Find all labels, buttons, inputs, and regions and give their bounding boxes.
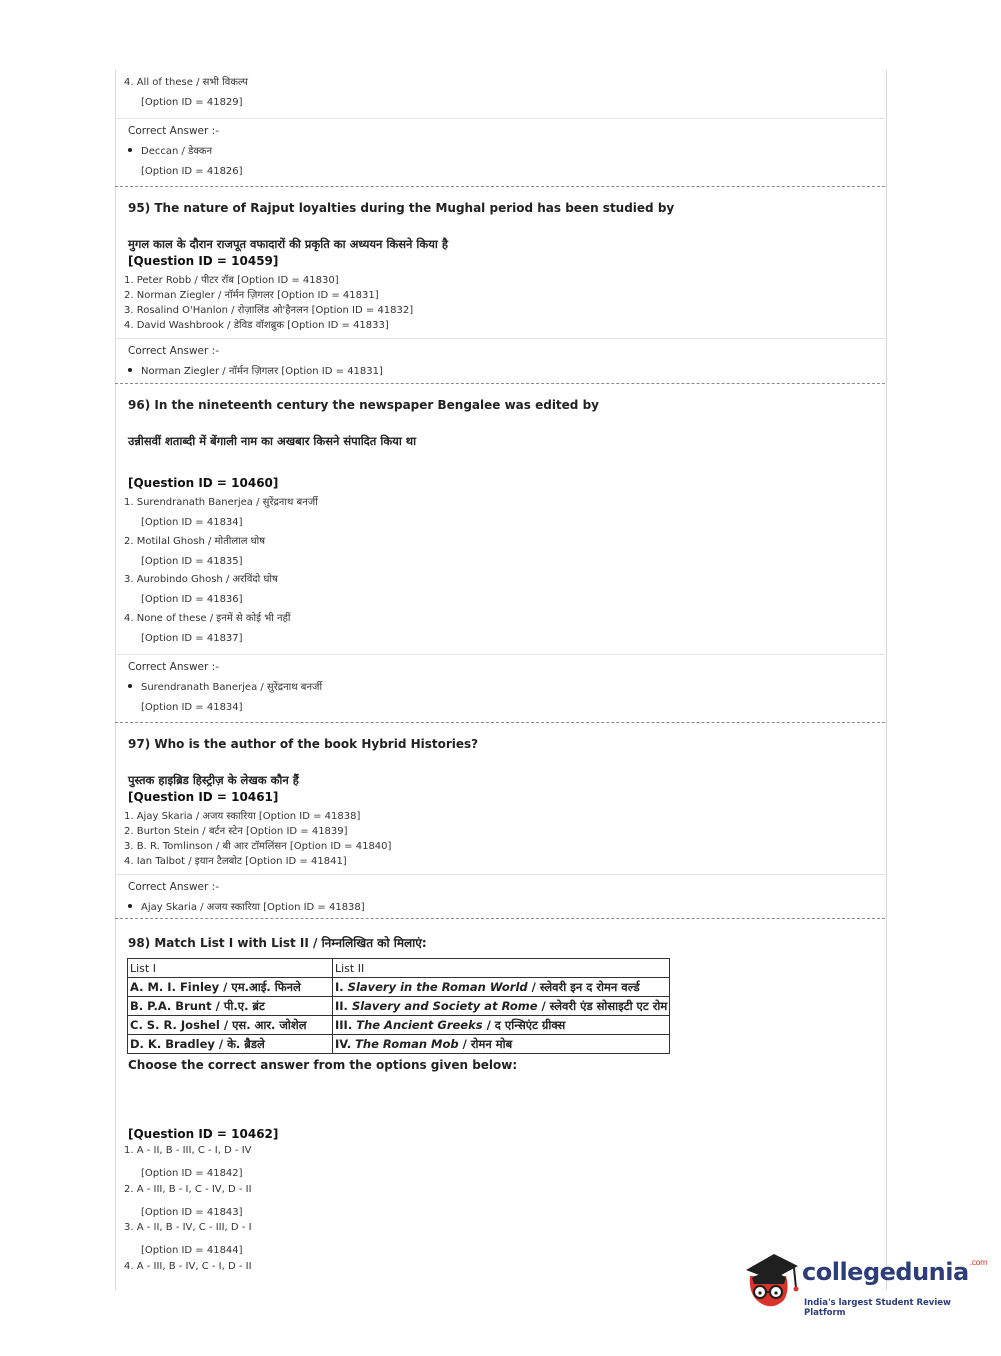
bullet-icon <box>128 684 132 688</box>
logo-wordmark: collegedunia$^{.com}$ <box>802 1258 988 1286</box>
q98-question-id: [Question ID = 10462] <box>128 1127 279 1141</box>
column-header-list-2: List II <box>333 959 670 978</box>
list-2-cell: IV. The Roman Mob / रोमन मोब <box>333 1035 670 1054</box>
q96-correct-id: [Option ID = 41834] <box>141 702 243 713</box>
mascot-icon <box>740 1248 802 1310</box>
table-row <box>128 997 670 1016</box>
q97-correct-label: Correct Answer :- <box>128 881 219 893</box>
q96-option-1-id: [Option ID = 41834] <box>141 517 243 528</box>
bullet-icon <box>128 904 132 908</box>
table-row <box>128 978 670 997</box>
separator <box>115 118 885 119</box>
logo-tagline: India's largest Student Review Platform <box>804 1298 951 1318</box>
list-2-cell: II. Slavery and Society at Rome / स्लेवरी एंड सोसाइटी एट रोम <box>333 997 670 1016</box>
q96-question-id: [Question ID = 10460] <box>128 476 279 490</box>
q97-option-4: 4. Ian Talbot / इयान टैलबोट [Option ID = 41841] <box>124 856 347 867</box>
q98-instruction: Choose the correct answer from the options given below: <box>128 1058 518 1072</box>
question-divider <box>115 383 885 384</box>
q94-option-4: 4. All of these / सभी विकल्प <box>124 77 248 88</box>
table-header-row <box>128 959 670 978</box>
q98-option-4: 4. A - III, B - IV, C - I, D - II <box>124 1261 252 1272</box>
q94-option-4-id: [Option ID = 41829] <box>141 97 243 108</box>
q96-option-2: 2. Motilal Ghosh / मोतीलाल घोष <box>124 536 265 547</box>
separator <box>115 874 885 875</box>
q96-option-3-id: [Option ID = 41836] <box>141 594 243 605</box>
q95-correct-label: Correct Answer :- <box>128 345 219 357</box>
q98-option-1: 1. A - II, B - III, C - I, D - IV <box>124 1145 252 1156</box>
q96-option-4-id: [Option ID = 41837] <box>141 633 243 644</box>
q97-option-2: 2. Burton Stein / बर्टन स्टेन [Option ID = 41839] <box>124 826 348 837</box>
q96-title: 96) In the nineteenth century the newspaper Bengalee was edited by <box>128 398 599 412</box>
q95-option-1: 1. Peter Robb / पीटर रॉब [Option ID = 41830] <box>124 275 339 286</box>
collegedunia-logo[interactable] <box>740 1248 988 1318</box>
q97-title: 97) Who is the author of the book Hybrid Histories? <box>128 737 479 751</box>
q96-option-3: 3. Aurobindo Ghosh / अरविंदो घोष <box>124 574 278 585</box>
list-1-cell: A. M. I. Finley / एम.आई. फिनले <box>128 978 333 997</box>
question-divider <box>115 722 885 723</box>
q97-option-1: 1. Ajay Skaria / अजय स्कारिया [Option ID = 41838] <box>124 811 361 822</box>
q95-correct-answer: Norman Ziegler / नॉर्मन ज़िगलर [Option ID = 41831] <box>128 363 383 377</box>
q94-correct-answer: Deccan / डेक्कन <box>128 143 212 157</box>
q97-correct-answer: Ajay Skaria / अजय स्कारिया [Option ID = 41838] <box>128 899 365 913</box>
q97-question-id: [Question ID = 10461] <box>128 790 279 804</box>
list-1-cell: C. S. R. Joshel / एस. आर. जोशेल <box>128 1016 333 1035</box>
q98-option-2-id: [Option ID = 41843] <box>141 1207 243 1218</box>
q94-correct-label: Correct Answer :- <box>128 125 219 137</box>
q97-hindi: पुस्तक हाइब्रिड हिस्ट्रीज़ के लेखक कौन हैं <box>128 773 299 787</box>
q96-correct-label: Correct Answer :- <box>128 661 219 673</box>
q98-title: 98) Match List I with List II / निम्नलिखित को मिलाएं: <box>128 936 427 950</box>
q98-option-3: 3. A - II, B - IV, C - III, D - I <box>124 1222 252 1233</box>
q94-correct-id: [Option ID = 41826] <box>141 166 243 177</box>
q98-option-1-id: [Option ID = 41842] <box>141 1168 243 1179</box>
q96-option-1: 1. Surendranath Banerjea / सुरेंद्रनाथ बनर्जी <box>124 497 318 508</box>
q96-correct-answer: Surendranath Banerjea / सुरेंद्रनाथ बनर्जी <box>128 679 322 693</box>
table-row <box>128 1016 670 1035</box>
list-1-cell: D. K. Bradley / के. ब्रैडले <box>128 1035 333 1054</box>
question-divider <box>115 186 885 187</box>
q96-option-4: 4. None of these / इनमें से कोई भी नहीं <box>124 613 291 624</box>
match-table <box>127 958 670 1054</box>
q95-option-3: 3. Rosalind O'Hanlon / रोज़ालिंड ओ'हैनलन [Option ID = 41832] <box>124 305 414 316</box>
separator <box>115 338 885 339</box>
q98-option-2: 2. A - III, B - I, C - IV, D - II <box>124 1184 252 1195</box>
q95-option-2: 2. Norman Ziegler / नॉर्मन ज़िगलर [Option ID = 41831] <box>124 290 379 301</box>
q96-hindi: उन्नीसवीं शताब्दी में बेंगाली नाम का अखबार किसने संपादित किया था <box>128 434 417 448</box>
q96-option-2-id: [Option ID = 41835] <box>141 556 243 567</box>
q95-option-4: 4. David Washbrook / डेविड वॉशब्रुक [Option ID = 41833] <box>124 320 389 331</box>
bullet-icon <box>128 368 132 372</box>
list-1-cell: B. P.A. Brunt / पी.ए. ब्रंट <box>128 997 333 1016</box>
q98-option-3-id: [Option ID = 41844] <box>141 1245 243 1256</box>
question-divider <box>115 918 885 919</box>
list-2-cell: III. The Ancient Greeks / द एन्सिएंट ग्रीक्स <box>333 1016 670 1035</box>
separator <box>115 654 885 655</box>
q95-hindi: मुगल काल के दौरान राजपूत वफादारों की प्रकृति का अध्ययन किसने किया है <box>128 237 448 251</box>
list-2-cell: I. Slavery in the Roman World / स्लेवरी इन द रोमन वर्ल्ड <box>333 978 670 997</box>
column-header-list-1: List I <box>128 959 333 978</box>
q97-option-3: 3. B. R. Tomlinson / बी आर टॉमलिंसन [Option ID = 41840] <box>124 841 392 852</box>
q95-question-id: [Question ID = 10459] <box>128 254 279 268</box>
table-row <box>128 1035 670 1054</box>
bullet-icon <box>128 148 132 152</box>
q95-title: 95) The nature of Rajput loyalties during the Mughal period has been studied by <box>128 201 675 215</box>
